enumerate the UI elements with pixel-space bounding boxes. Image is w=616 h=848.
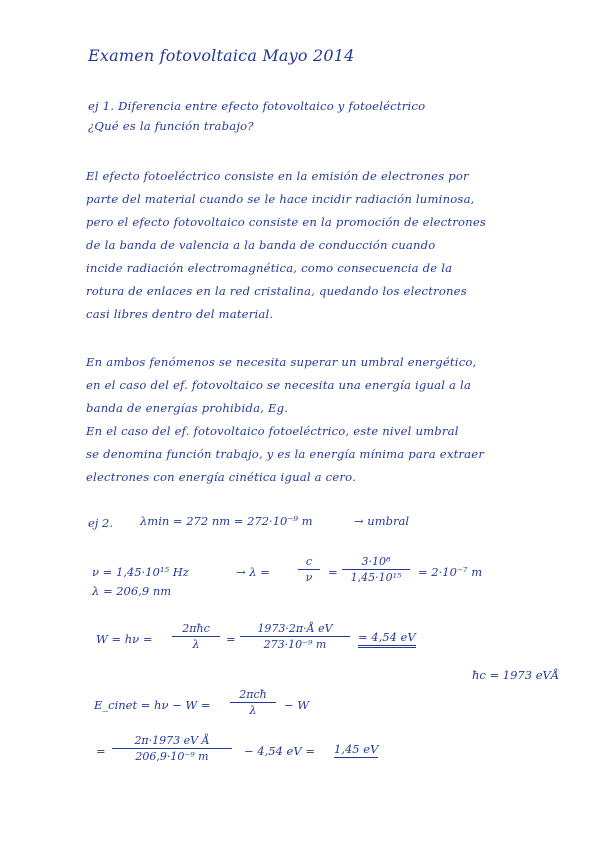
question1-line: ¿Qué es la función trabajo? — [88, 119, 254, 133]
frequency-value: ν = 1,45·10¹⁵ Hz — [92, 565, 189, 579]
question1-line: ej 1. Diferencia entre efecto fotovoltaico y fotoeléctrico — [88, 99, 426, 113]
answer1-p1-line: El efecto fotoeléctrico consiste en la emisión de electrones por — [86, 169, 469, 183]
fraction-numerator: c — [298, 555, 320, 570]
fraction-denominator: λ — [192, 638, 200, 651]
fraction-denominator: 273·10⁻⁹ m — [263, 638, 327, 651]
equals-sign: = — [226, 632, 236, 646]
final-result-value: 1,45 eV — [334, 742, 379, 756]
work-function-start: W = hν = — [96, 632, 153, 646]
answer1-p2-line: En el caso del ef. fotovoltaico fotoeléctrico, este nivel umbral — [86, 424, 459, 438]
kinetic-energy-start: E_cinet = hν − W = — [94, 698, 211, 712]
final-minus: − 4,54 eV = — [244, 744, 315, 758]
fraction-denominator: 206,9·10⁻⁹ m — [135, 750, 209, 763]
answer1-p2-line: banda de energías prohibida, Eg. — [86, 401, 289, 415]
answer1-p2-line: electrones con energía cinética igual a cero. — [86, 470, 356, 484]
equals-sign: = — [328, 565, 338, 579]
equals-sign: = — [96, 744, 106, 758]
kinetic-energy-fraction — [230, 688, 276, 717]
work-function-numeric-fraction — [240, 622, 350, 651]
answer1-p1-line: rotura de enlaces en la red cristalina, quedando los electrones — [86, 284, 467, 298]
fraction-denominator: ν — [305, 571, 313, 584]
final-fraction — [112, 734, 232, 763]
speed-over-frequency-fraction — [342, 555, 410, 584]
answer1-p1-line: de la banda de valencia a la banda de conducción cuando — [86, 238, 436, 252]
answer1-p1-line: pero el efecto fotovoltaico consiste en la promoción de electrones — [86, 215, 487, 229]
answer1-p2-line: en el caso del ef. fotovoltaico se necesita una energía igual a la — [86, 378, 472, 392]
fraction-numerator: 2πħc — [172, 622, 220, 637]
fraction-numerator: 2π·1973 eV Å — [112, 734, 232, 749]
fraction-numerator: 2πcħ — [230, 688, 276, 703]
page-title: Examen fotovoltaica Mayo 2014 — [88, 46, 355, 65]
lambda-min: λmin = 272 nm = 272·10⁻⁹ m — [140, 514, 313, 528]
answer1-p1-line: parte del material cuando se le hace incidir radiación luminosa, — [86, 192, 475, 206]
work-function-fraction — [172, 622, 220, 651]
fraction-denominator: λ — [249, 704, 257, 717]
umbral-note: → umbral — [354, 514, 409, 528]
question2-label: ej 2. — [88, 516, 113, 530]
lambda-nm: λ = 206,9 nm — [92, 584, 172, 598]
minus-work: − W — [284, 698, 310, 712]
fraction-numerator: 3·10⁸ — [342, 555, 410, 570]
answer1-p2-line: En ambos fenómenos se necesita superar un umbral energético, — [86, 355, 477, 369]
work-function-result — [358, 630, 416, 644]
answer1-p2-line: se denomina función trabajo, y es la energía mínima para extraer — [86, 447, 485, 461]
lambda-result: = 2·10⁻⁷ m — [418, 565, 483, 579]
answer1-p1-line: incide radiación electromagnética, como consecuencia de la — [86, 261, 453, 275]
hc-constant-note: ħc = 1973 eVÅ — [472, 668, 560, 682]
work-function-value: = 4,54 eV — [358, 630, 416, 648]
c-over-nu-fraction — [298, 555, 320, 584]
lambda-arrow: → λ = — [236, 565, 270, 579]
final-result — [334, 742, 378, 756]
fraction-numerator: 1973·2π·Å eV — [240, 622, 350, 637]
answer1-p1-line: casi libres dentro del material. — [86, 307, 274, 321]
fraction-denominator: 1,45·10¹⁵ — [350, 571, 402, 584]
